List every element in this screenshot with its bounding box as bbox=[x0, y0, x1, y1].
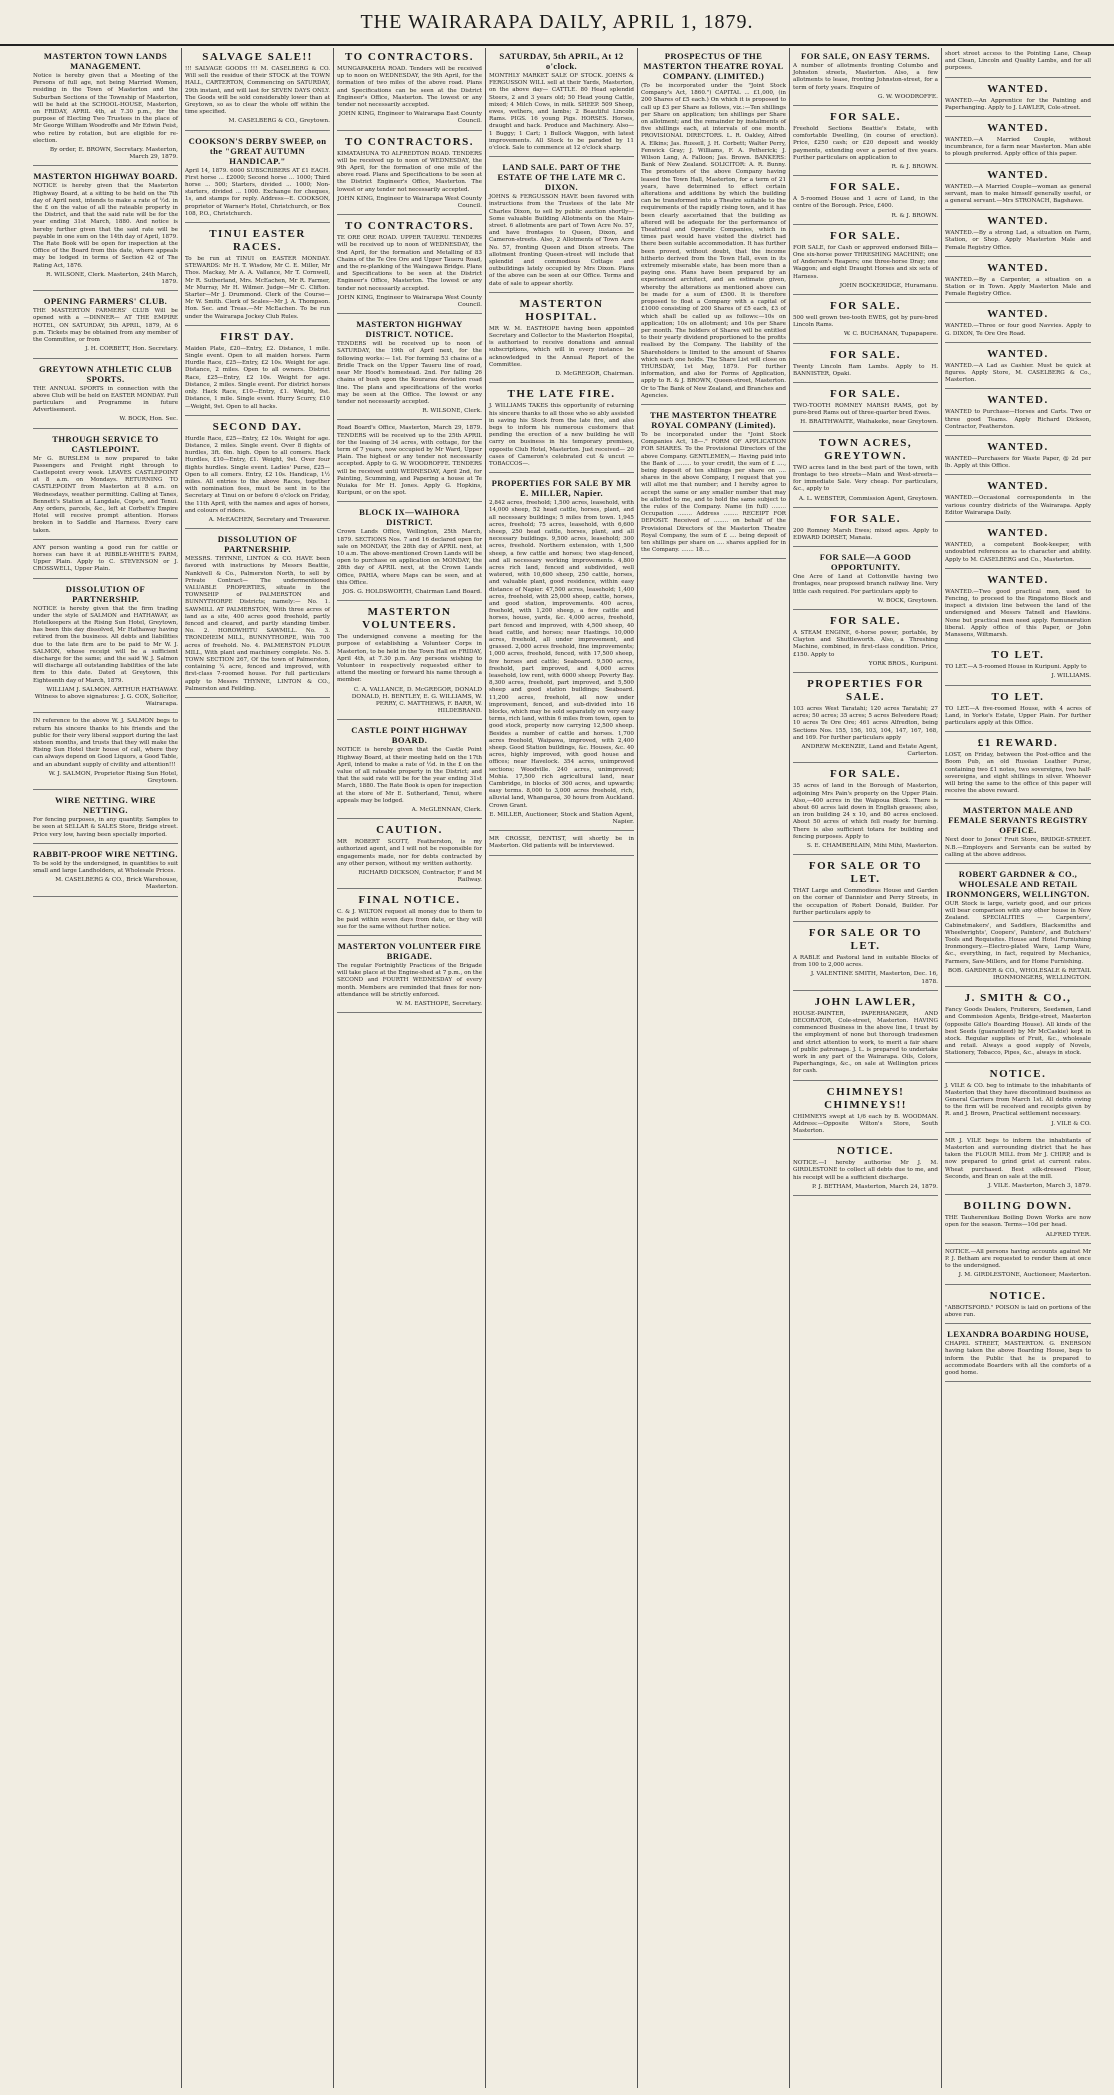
ad-heading: OPENING FARMERS' CLUB. bbox=[43, 296, 168, 307]
advertisement bbox=[337, 316, 482, 420]
column-3 bbox=[334, 48, 486, 2088]
ad-body: 2,842 acres, freehold; 1,500 acres, leasehold, with 14,000 sheep, 52 head cattle, horses, plant, and all necessary buildings; 5 miles from town. 1,945 acres, freehold; 75 acres, leasehold, with 6,600 sheep, 250 head cattle, horses, plant, and all necessary buildings. 9,500 acres, leasehold; 300 acres, freehold. Northern extension, with 1,500 sheep, a few cattle and horses; two stag-fenced, and all necessary working improvements. 4,800 acres rich land, fenced and subdivided, well watered, with 10,600 sheep, 250 cattle, horses, and valuable plant, good residence, within easy distance of Napier. 47,500 acres, leasehold; 1,400 acres, freehold, with 25,000 sheep, cattle, horses, and good station, improvements. 400 acres, freehold, with 1,200 sheep, a few cattle and horses, house, yards, &c. 4,000 acres, freehold, part fenced and improved, with 4,500 sheep, 40 head cattle, and horses; near Hastings. 10,000 acres, freehold, all under improvement, and grassed. 2,000 acres freehold, fine improvements; 1,000 acres, freehold, fenced, with 17,500 sheep, few horses and cattle; Seaboard. 9,500 acres, freehold, part improved, and 4,000 acres leasehold, low rent, with 6000 sheep; Poverty Bay. 8,300 acres, freehold, part improved, and 5,500 sheep and good station buildings; Seaboard. 11,200 acres, freehold, all now under improvement, fenced, and sub-divided into 16 blocks, which may be sold separately on very easy terms, rich land, within 6 miles from town, open to good stock, property now carrying 12,500 sheep. Besides a number of cattle and horses. 1,700 acres freehold, Waipawa, improved, with 2,400 sheep. Good Station buildings, &c. Houses, &c. 40 acres, highly improved, with good house and offices; near Havelock. 354 acres, unimproved sections; Woodville. 240 acres, unimproved; Mohia. 17,500 rich agricultural land, near Cambridge, in blocks of 300 acres, and upwards; easy terms. 8,000 to 3,000 acres freehold, rich, alluvial land, Whangaroa, 30 hours from Auckland. Crown Grant. bbox=[489, 500, 634, 809]
advertisement bbox=[793, 549, 938, 610]
ad-heading: WANTED. bbox=[987, 573, 1049, 586]
ad-signature: G. W. WOODROFFE. bbox=[877, 93, 938, 100]
ad-signature: J. WILLIAMS. bbox=[1051, 673, 1091, 680]
ad-signature: A. L. WEBSTER, Commission Agent, Greytown. bbox=[798, 495, 938, 502]
ad-body: TO LET.—A five-roomed House, with 4 acres of Land, in Yorke's Estate, Upper Plain. For further particulars apply at this Office. bbox=[945, 705, 1091, 726]
ad-heading: J. SMITH & CO., bbox=[964, 992, 1072, 1005]
advertisement bbox=[337, 133, 482, 216]
ad-heading: NOTICE. bbox=[989, 1289, 1047, 1302]
advertisement bbox=[33, 431, 178, 540]
ad-heading: MASTERTON VOLUNTEER FIRE BRIGADE. bbox=[337, 941, 482, 962]
ad-body: 500 well grown two-tooth EWES, got by pure-bred Lincoln Rams. bbox=[793, 315, 938, 329]
ad-body: NOTICE.—All persons having accounts against Mr P. J. Betham are requested to render them at once to the undersigned. bbox=[945, 1248, 1091, 1270]
ad-heading: FOR SALE. bbox=[830, 300, 901, 313]
page-columns bbox=[30, 48, 1094, 2088]
ad-body: short street access to the Pointing Lane, Cheap and Clean, Lincoln and Quality Lambs, and for all purposes. bbox=[945, 51, 1091, 72]
ad-body: KIMATAHUNA TO ALFREDTON ROAD. TENDERS will be received up to noon of WEDNESDAY, the 9th April, for the formation of one mile of the above road. Plans and Specifications to be seen at the District Engineer's Office, Masterton. The lowest or any tender not necessarily accepted. bbox=[337, 150, 482, 193]
advertisement bbox=[33, 715, 178, 790]
advertisement bbox=[793, 108, 938, 176]
ad-heading: BLOCK IX—WAIHORA DISTRICT. bbox=[359, 507, 460, 528]
column-7 bbox=[942, 48, 1094, 2088]
ad-heading: FOR SALE. bbox=[830, 768, 901, 781]
ad-signature: A. McEACHEN, Secretary and Treasurer. bbox=[208, 516, 330, 523]
ad-heading: LAND SALE. PART OF THE ESTATE OF THE LATE MR C. DIXON. bbox=[497, 162, 626, 193]
advertisement bbox=[337, 821, 482, 889]
advertisement bbox=[945, 1135, 1091, 1195]
advertisement bbox=[33, 542, 178, 579]
ad-heading: CHIMNEYS! CHIMNEYS!! bbox=[824, 1085, 907, 1111]
ad-body: To be run at TINUI on EASTER MONDAY. STEWARDS: Mr H. T. Wisdow, Mr C. E. Miller, Mr Thos. Mackay, Mr A. A. Vallance, Mr T. Cornwell, Mr R. Sutherland, Mrs. McEachen, Mr R. Farmer, Mr Murray, Mr H. Wilmer. Judge—Mr C. Clifton. Starter—Mr J. Drummond. Clerk of the Course—Mr W. Smith. Clerk of Scales—Mr J. A. Thompson. Hon. Sec. and Treas.—Mr McEachen. To be run under the Wairarapa Jockey Club Rules. bbox=[185, 256, 330, 320]
ad-heading: PROPERTIES FOR SALE. bbox=[807, 677, 924, 703]
ad-body: THE MASTERTON FARMERS' CLUB Will be opened with a —DINNER— AT THE EMPIRE HOTEL, ON SATURDAY, 5th APRIL, 1879, At 6 p.m. Tickets may be obtained from any member of the Committee, or from bbox=[33, 308, 178, 344]
advertisement bbox=[793, 612, 938, 673]
advertisement bbox=[337, 603, 482, 720]
ad-body: Notice is hereby given that a Meeting of the Persons of full age, not being Married Women, residing in the Town of Masterton and the Suburban Sections of the Township of Masterton, will be held at the SCHOOL-HOUSE, Masterton, on FRIDAY, APRIL 4th, at 7.30 p.m., for the purpose of Electing Two Trustees in the place of Mr George William Woodroffe and Mr Edwin Feist, who retire by rotation, but are eligible for re-election. bbox=[33, 73, 178, 144]
ad-heading: SATURDAY, 5th APRIL, At 12 o'clock. bbox=[499, 51, 624, 71]
ad-signature: R. WILSONE, Clerk. bbox=[422, 408, 482, 415]
advertisement bbox=[945, 1326, 1091, 1382]
ad-heading: WIRE NETTING. WIRE NETTING. bbox=[55, 795, 156, 816]
ad-heading: TO CONTRACTORS. bbox=[344, 135, 475, 148]
ad-heading: PROSPECTUS OF THE MASTERTON THEATRE ROYAL COMPANY. (LIMITED.) bbox=[643, 51, 784, 81]
advertisement bbox=[33, 792, 178, 844]
ad-body: MR CROSSE, DENTIST, will shortly be in Masterton. Old patients will be interviewed. bbox=[489, 836, 634, 850]
ad-heading: FOR SALE OR TO LET. bbox=[808, 927, 923, 952]
ad-body: WANTED.—An Apprentice for the Painting and Paperhanging. Apply to J. LAWLER, Cole-street. bbox=[945, 97, 1091, 111]
ad-body: WANTED, a competent Book-keeper, with undoubted references as to character and ability. Apply to M. CASELBERG and Co., Masterton. bbox=[945, 542, 1091, 563]
ad-heading: MASTERTON TOWN LANDS MANAGEMENT. bbox=[43, 51, 168, 71]
ad-heading: THROUGH SERVICE TO CASTLEPOINT. bbox=[52, 433, 159, 454]
ad-body: THE Tauherenikau Boiling Down Works are now open for the season. Terms—10d per head. bbox=[945, 1215, 1091, 1229]
advertisement bbox=[945, 1065, 1091, 1133]
ad-signature: JOS. G. HOLDSWORTH, Chairman Land Board. bbox=[342, 588, 482, 595]
ad-signature: M. CASELBERG & CO., Greytown. bbox=[228, 118, 330, 125]
ad-body: Road Board's Office, Masterton, March 29, 1879. TENDERS will be received up to the 25th APRIL for the leasing of 34 acres, with cottage, for the term of 7 years, now occupied by Mr Ward, Upper Plain. The highest or any tender not necessarily accepted. Apply to G. W. WOODROFFE. TENDERS will be received until WEDNESDAY, April 2nd, for Painting, Scumming, and Papering a house at Te Nuiaka for Mr H. Jones. Apply G. Hopkins, Kuripuni, or on the spot. bbox=[337, 425, 482, 497]
ad-body: MESSRS. THYNNE, LINTON & CO. HAVE been favored with instructions by Messrs Beattie, Nankivell & Co., Palmerston North, to sell by Private Contract— The undermentioned VALUABLE PROPERTIES, situate in the TOWNSHIP of PALMERSTON and BUNNYTHORPE Districts; namely:— No. 1. SAWMILL AT PALMERSTON, With three acres of land as a site, 400 acres good freehold, partly fenced and cleared, and partly standing timber. No. 2. HOROWHITU SAWMILL. No. 3. TRONDHEIM MILL, BUNNYTHORPE, With 700 acres of freehold. No. 4. PALMERSTON FLOUR MILL, With plant and machinery complete. No. 5. TOWN SECTION 267, Of the town of Palmerston, containing ¼ acre, fenced and improved, with first-class 7-roomed house. For full particulars apply to Messrs THYNNE, LINTON & CO., Palmerston and Feilding. bbox=[185, 556, 330, 692]
ad-body: MONTHLY MARKET SALE OF STOCK. JOHNS & FERGUSSON WILL sell at their Yards, Masterton, on the above day— CATTLE. 80 Head splendid Steers, 2 and 3 years old; 50 Head young Cattle, mixed; 4 Milch Cows, in milk. SHEEP. 509 Sheep, ewes, wethers, and lambs; 2 Beautiful Lincoln Rams. PIGS. 16 young Pigs. HORSES. Horses, draught and hack. Produce and Machinery. Also— 1 Buggy; 1 Cart; 1 Bullock Waggon, with latest improvements. All Stock to be paraded by 11 o'clock. Sale to commence at 12 o'clock sharp. bbox=[489, 73, 634, 152]
ad-body: "ABBOTSFORD." POISON is laid on portions of the above run. bbox=[945, 1304, 1091, 1318]
ad-body: WANTED.—A Married Couple—woman as general servant, man to make himself generally useful, or a general servant.—Mrs STRONACH, Bagshawe. bbox=[945, 183, 1091, 205]
ad-signature: E. MILLER, Auctioneer, Stock and Station Agent, Napier. bbox=[489, 811, 634, 826]
ad-heading: NOTICE. bbox=[837, 1145, 894, 1158]
ad-heading: FINAL NOTICE. bbox=[358, 894, 461, 907]
advertisement bbox=[945, 80, 1091, 117]
advertisement bbox=[945, 646, 1091, 685]
advertisement bbox=[945, 1246, 1091, 1285]
advertisement bbox=[337, 217, 482, 314]
ad-body: Mr G. BURSLEM is now prepared to take Passengers and Freight right through to Castlepoint every week. LEAVES CASTLEPOINT at 8 a.m. on Mondays. RETURNING TO CASTLEPOINT from Masterton at 8 a.m. on Wednesdays, weather permitting. Calling at Tanes, Bennett's Station at Langdale, Cope's, and Tenui. Any orders, parcels, &c., left at Corbett's Empire Hotel will receive prompt attention. Horses broken in to Saddle and Harness. Every care taken. bbox=[33, 455, 178, 534]
ad-heading: NOTICE. bbox=[989, 1067, 1047, 1080]
ad-body: NOTICE is hereby given that the Castle Point Highway Board, at their meeting held on the 17th April, intend to make a rate of ½d. in the £ on the value of all rateable property in the District; and that the said rate will be for the year ending 31st March, 1880. The Rate Book is open for inspection at the store of Mr E. Sutherland, Tenui, where appeals may be lodged. bbox=[337, 747, 482, 804]
ad-body: C. & J. WILTON request all money due to them to be paid within seven days from date, or they will sue for the same without further notice. bbox=[337, 909, 482, 930]
advertisement bbox=[489, 833, 634, 855]
ad-heading: MASTERTON MALE AND FEMALE SERVANTS REGISTRY OFFICE. bbox=[948, 805, 1088, 836]
ad-body: LOST, on Friday, between the Post-office and the Boom Pub, an old Russian Leather Purse, containing two £1 notes, two sovereigns, two half-sovereigns, and eight shillings in silver. Whoever will bring the same to the office of this paper will receive the above reward. bbox=[945, 752, 1091, 795]
column-5 bbox=[638, 48, 790, 2088]
ad-heading: CAUTION. bbox=[376, 824, 443, 837]
advertisement bbox=[945, 305, 1091, 342]
column-6 bbox=[790, 48, 942, 2088]
ad-heading: WANTED. bbox=[987, 527, 1049, 540]
ad-heading: FOR SALE. bbox=[830, 388, 901, 401]
advertisement bbox=[185, 48, 330, 131]
ad-signature: W. BOCK, Greytown. bbox=[877, 597, 938, 604]
ad-body: MR J. VILE begs to inform the inhabitants of Masterton and surrounding district that he has taken the FLOUR MILL from Mr J. CHIRP, and is now prepared to grind grist at current rates. Wheat purchased. Best silk-dressed Flour, Seconds, and Bran on sale at the mill. bbox=[945, 1137, 1091, 1180]
ad-body: CHAPEL STREET, MASTERTON. G. ENERSON having taken the above Boarding House, begs to inform the Public that he is prepared to accommodate Boarders with all the comforts of a good home. bbox=[945, 1341, 1091, 1376]
ad-body: Freehold Sections Beattie's Estate, with comfortable Dwelling, (in course of erection). Price, £250 cash; or £20 deposit and weekly payments, extending over a period of five years. Further particulars on application to bbox=[793, 126, 938, 161]
ad-body: MUNGAPAKEHA ROAD. Tenders will be received up to noon on WEDNESDAY, the 9th April, for the formation of two miles of the above road. Plans and Specifications can be seen at the District Engineer's Office, Masterton. The lowest or any tender not necessarily accepted. bbox=[337, 66, 482, 109]
ad-heading: WANTED. bbox=[987, 261, 1049, 274]
ad-heading: FOR SALE. bbox=[830, 348, 901, 361]
ad-body: TWO-TOOTH ROMNEY MARSH RAMS, got by pure-bred Rams out of three-quarter bred Ewes. bbox=[793, 403, 938, 417]
ad-body: WANTED.—Two good practical men, used to Fencing, to proceed to the Ringatomo Block and inspect a division line between the land of the undersigned and Messrs Tatnell and Hawkins. None but practical men need apply. Remuneration liberal. Apply office of this Paper, or John Manssens, Wiltmarsh. bbox=[945, 588, 1091, 638]
advertisement bbox=[793, 924, 938, 991]
advertisement bbox=[641, 48, 786, 405]
ad-heading: MASTERTON VOLUNTEERS. bbox=[362, 606, 457, 632]
ad-heading: WANTED. bbox=[987, 82, 1049, 95]
advertisement bbox=[793, 385, 938, 432]
advertisement bbox=[337, 891, 482, 936]
advertisement bbox=[185, 225, 330, 326]
ad-heading: FOR SALE. bbox=[830, 614, 901, 627]
ad-signature: J. M. GIRDLESTONE, Auctioneer, Masterton. bbox=[958, 1272, 1091, 1279]
ad-signature: JOHN KING, Engineer to Wairarapa East County Council. bbox=[338, 111, 482, 125]
ad-signature: JOHN KING, Engineer to Wairarapa West County Council. bbox=[337, 195, 482, 210]
advertisement bbox=[793, 48, 938, 106]
ad-signature: P. J. BETHAM, Masterton, March 24, 1879. bbox=[812, 1183, 938, 1190]
ad-body: WANTED to Purchase—Horses and Carts. Two or three good Teams. Apply Richard Dickson, Contractor, Featherston. bbox=[945, 409, 1091, 430]
ad-signature: By order, E. BROWN, Secretary. Masterton, March 29, 1879. bbox=[49, 147, 178, 161]
ad-heading: MASTERTON HIGHWAY BOARD. bbox=[33, 171, 178, 182]
advertisement bbox=[945, 345, 1091, 390]
ad-body: 103 acres West Taratahi; 120 acres Taratahi; 27 acres; 50 acres; 35 acres; 5 acres Belvedere Road; 10 acres Te Ore Ore; 461 acres Alfredton, being Sections Nos. 155, 156, 103, 104, 147, 167, 168, and 169. For further particulars apply bbox=[793, 705, 938, 741]
ad-heading: WANTED. bbox=[987, 168, 1049, 181]
ad-heading: WANTED. bbox=[987, 347, 1049, 360]
ad-body: Maiden Plate, £20—Entry, £2. Distance, 1 mile. Single event. Open to all maiden horses. Farm Hurdle Race, £25—Entry, £2 10s. Weight for age. Distance, 2 miles. Open to all owners. District Race, £25—Entry, £2 10s. Weight for age. Distance, 2 miles. Single event. For district horses only. Hack Race, £10—Entry, £1. Weight, 9st. Distance, 1 mile. Single event. Hurry Scurry, £10—Weight, 9st. Open to all hacks. bbox=[185, 345, 330, 410]
ad-body: J. VILE & CO. beg to intimate to the inhabitants of Masterton that they have discontinued business as General Carriers from March 1st. All debts owing to the firm will be received and receipts given by R. and J. Brown, Practical settlement necessary. bbox=[945, 1082, 1091, 1118]
advertisement bbox=[793, 1083, 938, 1141]
advertisement bbox=[793, 510, 938, 547]
ad-heading: THE MASTERTON THEATRE ROYAL COMPANY (Limited). bbox=[649, 409, 777, 430]
ad-body: WANTED.—By a Carpenter, a situation on a Station or in Town. Apply Masterton Male and Female Registry Office. bbox=[945, 276, 1091, 298]
ad-body: Crown Lands Office, Wellington, 25th March, 1879. SECTIONS Nos. 7 and 16 declared open for sale on MONDAY, the 28th day of APRIL next, at 10 a.m. The above-mentioned Crown Lands will be open to purchase on application on MONDAY, the 28th day of APRIL next, at the Crown Lands Office, PAHIA, where Maps can be seen, and at this Office. bbox=[337, 529, 482, 586]
ad-signature: W. M. EASTHOPE, Secretary. bbox=[396, 1001, 482, 1008]
ad-heading: SALVAGE SALE!! bbox=[202, 51, 313, 63]
ad-body: One Acre of Land at Cottonville having two frontages, near proposed branch railway line. Very little cash required. For particulars apply to bbox=[793, 574, 938, 595]
masthead bbox=[0, 0, 1114, 46]
advertisement bbox=[945, 734, 1091, 800]
ad-body: WANTED.—Three or four good Navvies. Apply to G. DIXON, Te Ore Ore Road. bbox=[945, 323, 1091, 337]
ad-body: Twenty Lincoln Ram Lambs. Apply to H. BANNISTER, Opaki. bbox=[793, 363, 938, 377]
advertisement bbox=[337, 504, 482, 601]
ad-body: FOR SALE, for Cash or approved endorsed Bills—One six-horse power THRESHING MACHINE; one of Anderson's Reapers; one three-horse Dray; one Waggon; and eight Draught Horses and six sets of Harness. bbox=[793, 244, 938, 280]
ad-heading: FOR SALE. bbox=[830, 229, 901, 242]
ad-body: OUR Stock is large, variety good, and our prices will bear comparison with any other house in New Zealand. SPECIALITIES — Carpenters', Cabinetmakers', and Saddlers, Blacksmiths and Wheelwrights', Coopers', Painters', and Butchers' Tools and Requisites. House and Hotel Furnishing Ironmongery.—Electro-plated Ware, Lamp Ware, &c., everything, in fact, required by Mechanics, Farmers, Saw-Millers, and for Home Furnishing. bbox=[945, 900, 1091, 965]
ad-body: To be sold by the undersigned, in quantities to suit small and large Landholders, at Wholesale Prices. bbox=[33, 860, 178, 875]
ad-body: WANTED.—A Lad as Cashier. Must be quick at figures. Apply Store, M. CASELBERG & Co., Masterton. bbox=[945, 362, 1091, 384]
ad-body: For fencing purposes, in any quantity. Samples to be seen at SELLAR & SALES Store, Bridge street. Price very low, having been specially imported. bbox=[33, 817, 178, 838]
ad-heading: TINUI EASTER RACES. bbox=[209, 228, 306, 254]
advertisement bbox=[33, 293, 178, 358]
advertisement bbox=[185, 133, 330, 223]
ad-body: NOTICE is hereby given that the firm trading under the style of SALMON and HATHAWAY, as Hotelkeepers at the Rising Sun Hotel, Greytown, has been this day dissolved, Mr Hathaway having retired from the business. All debts and liabilities due to the late firm are to be paid to Mr W. J. SALMON, whose receipt will be a sufficient discharge for the same; and the said W. J. Salmon will discharge all outstanding liabilities of the late firm to this date. Dated at Greytown, this Eighteenth day of March, 1879. bbox=[33, 605, 178, 684]
ad-signature: W. C. BUCHANAN, Tupapapere. bbox=[843, 331, 938, 338]
ad-signature: YORK BROS., Kuripuni. bbox=[868, 660, 938, 667]
ad-body: THE ANNUAL SPORTS in connection with the above Club will be held on EASTER MONDAY. Full particulars and Programme in future Advertisement. bbox=[33, 385, 178, 414]
ad-signature: RICHARD DICKSON, Contractor, F and M Railway. bbox=[358, 870, 482, 884]
ad-heading: WANTED. bbox=[987, 394, 1049, 407]
ad-body: !!! SALVAGE GOODS !!! M. CASELBERG & CO. Will sell the residue of their STOCK at the TOWN HALL, CARTERTON, Commencing on SATURDAY, 29th instant, and will last for SEVEN DAYS ONLY. The Goods will be sold considerably lower than at Greytown, so as to clear the whole off within the time specified. bbox=[185, 66, 330, 116]
ad-heading: FIRST DAY. bbox=[220, 330, 295, 343]
ad-signature: JOHN KING, Engineer to Wairarapa West County Council. bbox=[337, 294, 482, 309]
advertisement bbox=[945, 802, 1091, 864]
ad-body: To be incorporated under the "Joint Stock Companies Act, 18—." FORM OF APPLICATION FOR SHARES. To the Provisional Directors of the above Company. GENTLEMEN,— Having paid into the Bank of ........ to your credit, the sum of £ ...., being deposit of ten shillings per share on .... shares in the above Company, I request that you will allot me that number; and I hereby agree to accept the same or any smaller number that may be allotted to me, and to hold the same subject to the rules of the Company. Name (in full) ........ Occupation ........ Address ........ RECEIPT FOR DEPOSIT. Received of ........ on behalf of the Provisional Directors of the Masterton Theatre Royal Company, the sum of £ .... being deposit of ten shillings per share on .... shares applied for in the Company. ....... 18.... bbox=[641, 431, 786, 554]
ad-signature: W. BOCK, Hon. Sec. bbox=[119, 416, 178, 423]
ad-body: Next door to Jones' Fruit Store, BRIDGE-STREET. N.B.—Employers and Servants can be suited by calling at the above address. bbox=[945, 837, 1091, 858]
ad-heading: CASTLE POINT HIGHWAY BOARD. bbox=[351, 725, 468, 746]
advertisement bbox=[185, 328, 330, 416]
column-4 bbox=[486, 48, 638, 2088]
ad-heading: WANTED. bbox=[987, 215, 1049, 228]
ad-body: 35 acres of land in the Borough of Masterton, adjoining Mrs Pain's property on the Upper Plain. Also,—400 acres in the Waipoua Block. There is about 60 acres laid down in English grasses; also, an iron building 24 x 10, and 80 acres enclosed. About 50 acres of which fell ready for burning. There is also sufficient totara for building and fencing purposes. Apply to bbox=[793, 783, 938, 840]
ad-heading: FOR SALE, ON EASY TERMS. bbox=[801, 51, 930, 61]
ad-body: Fancy Goods Dealers, Fruiterers, Seedsmen, Land and Commission Agents, Bridge-street, Masterton (opposite Gillo's Boarding House). All kinds of the best Seeds (guaranteed) by Mr McCaskie) kept in stock. Regular supplies of Fruit, &c., wholesale and retail. Always a good supply of Novels, Stationery, Tobacco, Pipes, &c., always in stock. bbox=[945, 1007, 1091, 1057]
ad-signature: WILLIAM J. SALMON. ARTHUR HATHAWAY. Witness to above signatures: J. G. COX, Solicitor, Wairarapa. bbox=[34, 686, 178, 708]
advertisement bbox=[185, 418, 330, 529]
ad-heading: £1 REWARD. bbox=[977, 737, 1059, 750]
ad-body: NOTICE.—I hereby authorise Mr J. M. GIRDLESTONE to collect all debts due to me, and his receipt will be a sufficient discharge. bbox=[793, 1160, 938, 1181]
ad-body: WANTED—Purchasers for Waste Paper, @ 2d per lb. Apply at this Office. bbox=[945, 456, 1091, 470]
ad-heading: JOHN LAWLER, bbox=[814, 995, 917, 1008]
ad-body: The regular Fortnightly Practices of the Brigade will take place at the Engine-shed at 7 p.m., on the SECOND and FOURTH WEDNESDAY of every month. Members are reminded that fines for non-attendance will be strictly enforced. bbox=[337, 963, 482, 998]
ad-signature: M. CASELBERG & CO., Brick Warehouse, Masterton. bbox=[55, 877, 178, 891]
ad-body: A STEAM ENGINE, 6-horse power, portable, by Clayton and Shuttleworth. Also, a Threshing Machine, combined, in first-class condition. Price, £150. Apply to bbox=[793, 629, 938, 658]
advertisement bbox=[945, 477, 1091, 522]
ad-signature: S. E. CHAMBERLAIN, Mihi Mihi, Masterton. bbox=[806, 842, 938, 849]
ad-heading: TO LET. bbox=[991, 690, 1045, 703]
ad-body: WANTED.—Occasional correspondents in the various country districts of the Wairarapa. Apply Editor Wairarapa Daily. bbox=[945, 495, 1091, 516]
ad-body: Hurdle Race, £25—Entry, £2 10s. Weight for age. Distance, 2 miles. Single event. Over 8 flights of hurdles, 3ft. 6in. high. Open to all comers. Hack Hurdles, £10—Entry, £1. Weight, 9st. Over four flights hurdles. Single event. Ladies' Purse, £25—Open to all comers. Entry, £2 10s. Handicap, 1½ miles. All entries to the above Races, together with nomination fees, must be sent in to the Secretary at Tinui on or before 6 o'clock on Friday, the 11th April, with the names and ages of horses, and colours of riders. bbox=[185, 435, 330, 514]
advertisement bbox=[793, 1142, 938, 1196]
ad-heading: WANTED. bbox=[987, 308, 1049, 321]
ad-body: TENDERS will be received up to noon of SATURDAY, the 19th of April next, for the following works:— 1st. For forming 53 chains of a Bridle Track on the Upper Taueru line of road, near Mr Hood's homestead. 2nd. For falling 26 chains of bush upon the Kourarau deviation road line. The plans and specifications of the works may be seen at the Office. The lowest or any tender not necessarily accepted. bbox=[337, 341, 482, 405]
advertisement bbox=[945, 212, 1091, 257]
advertisement bbox=[945, 688, 1091, 733]
column-1 bbox=[30, 48, 182, 2088]
ad-body: HOUSE-PAINTER, PAPERHANGER, AND DECORATOR, Cole-street, Masterton. HAVING commenced Business in the above line, I trust by the employment of none but thorough tradesmen and strict attention to work, to merit a fair share of public patronage. J. L. is prepared to undertake work in any part of the Wairarapa. Oils, Colors, Paperhangings, &c., on sale at Wellington prices for cash. bbox=[793, 1010, 938, 1075]
ad-body: TE ORE ORE ROAD. UPPER TAUERU. TENDERS will be received up to noon of WEDNESDAY, the 9nd April, for the formation and Metalling of 83 Chains of the Te Ore Ore and Upper Taueru Road, and the re-planking of the Waingawa Bridge. Plans and Specifications to be seen at the District Engineer's Office, Masterton. The lowest or any tender not necessarily accepted. bbox=[337, 235, 482, 292]
ad-signature: JOHN BOCKERIDGE, Huramanu. bbox=[839, 282, 938, 289]
advertisement bbox=[33, 48, 178, 166]
advertisement bbox=[337, 422, 482, 502]
ad-heading: TO CONTRACTORS. bbox=[344, 51, 475, 63]
ad-signature: A. McGLENNAN, Clerk. bbox=[411, 807, 482, 814]
ad-signature: D. McGREGOR, Chairman. bbox=[555, 371, 634, 378]
advertisement bbox=[33, 361, 178, 429]
advertisement bbox=[793, 227, 938, 295]
ad-body: J. WILLIAMS TAKES this opportunity of returning his sincere thanks to all those who so ably assisted in saving his Stock from the late fire, and also begs to inform his numerous customers that pending the erection of a new building he will carry on business in his temporary premises, opposite Club Hotel, Masterton. Just received— 20 cases of Cameron's celebrated cut & uncut —TOBACCOS—. bbox=[489, 403, 634, 467]
ad-body: The undersigned convene a meeting for the purpose of establishing a Volunteer Corps in Masterton, to be held in the Town Hall on FRIDAY, April 4th, at 7.30 p.m. Any persons wishing to Volunteer in respectively requested either to attend the meeting or forward his name through a member. bbox=[337, 634, 482, 684]
ad-heading: DISSOLUTION OF PARTNERSHIP. bbox=[65, 583, 146, 604]
ad-heading: WANTED. bbox=[987, 441, 1049, 454]
ad-signature: C. A. VALLANCE, D. McGREGOR, DONALD DONALD, H. BENTLEY, E. G. WILLIAMS, W. PERRY, C. MATTHEWS, F. BARR, W. HILDEBRAND. bbox=[351, 686, 482, 715]
ad-heading: ROBERT GARDNER & CO., WHOLESALE AND RETAIL IRONMONGERS, WELLINGTON. bbox=[946, 868, 1090, 899]
ad-body: MR W. M. EASTHOPE having been appointed Secretary and Collector to the Masterton Hospital, is authorised to receive donations and annual subscriptions, which will in every instance be acknowledged in the Annual Report of the Committee. bbox=[489, 325, 634, 368]
ad-heading: FOR SALE. bbox=[830, 111, 901, 124]
advertisement bbox=[945, 866, 1091, 987]
ad-signature: R. & J. BROWN. bbox=[891, 212, 938, 219]
ad-body: April 14, 1879. 6000 SUBSCRIBERS AT £1 EACH. First horse ... £2000; Second horse ... 1000; Third horse ... 500; Starters, divided ... 1000; Non-starters, divided ... 1000. Exchange for cheques, 1s, and stamps for reply. Address—E. COOKSON, proprietor of Warner's Hotel, Christchurch, or Box 108, P.O., Christchurch. bbox=[185, 167, 330, 217]
advertisement bbox=[945, 571, 1091, 644]
ad-signature: R. & J. BROWN. bbox=[891, 164, 938, 171]
ad-body: NOTICE is hereby given that the Masterton Highway Board, at a sitting to be held on the 7th day of April next, intends to make a rate of ½d. in the £ on the value of all the rateable property in the District, and that the said rate will be for the year ending 31st March, 1880. And notice is hereby further given that the said rate will be payable in one sum on the 14th day of April, 1879. The Rate Book will be open for inspection at the Office of the Board from this date, where appeals may be lodged in terms of Section 42 of The Rating Act, 1876. bbox=[33, 183, 178, 269]
ad-heading: GREYTOWN ATHLETIC CLUB SPORTS. bbox=[38, 363, 173, 384]
advertisement bbox=[33, 168, 178, 291]
ad-body: 200 Romney Marsh Ewes; mixed ages. Apply to EDWARD DORSET, Manaia. bbox=[793, 527, 938, 541]
ad-body: JOHNS & FERGUSSON HAVE been favored with instructions from the Trustees of the late Mr Charles Dixon, to sell by public auction shortly— Some valuable Building Allotments on the Main-street. 6 allotments are part of Town Acre No. 57, and have frontages to Queen, Dixon, and Cameron-streets. Also, 2 Allotments of Town Acre No. 57, fronting Queen and Dixon streets. The allotment fronting Queen-street will include that splendid and commodious Cottage and outbuildings lately occupied by Mrs Dixon. Plans of the above can be seen at our Office. Terms and date of sale to appear shortly. bbox=[489, 194, 634, 287]
advertisement bbox=[945, 166, 1091, 211]
ad-heading: BOILING DOWN. bbox=[963, 1200, 1073, 1213]
advertisement bbox=[337, 48, 482, 131]
advertisement bbox=[489, 159, 634, 293]
ad-body: MR ROBERT SCOTT, Featherston, is my authorized agent, and I will not be responsible for engagements made, nor for debts contracted by any other person, without my written authority. bbox=[337, 839, 482, 867]
ad-signature: BOB. GARDNER & CO., WHOLESALE & RETAIL IRONMONGERS, WELLINGTON. bbox=[947, 967, 1091, 981]
advertisement bbox=[489, 385, 634, 473]
ad-heading: TO LET. bbox=[991, 649, 1045, 662]
ad-body: A RABLE and Pastoral land in suitable Blocks of from 100 to 2,000 acres. bbox=[793, 955, 938, 969]
ad-signature: ALFRED TYER. bbox=[1045, 1231, 1091, 1238]
ad-body: WANTED.—A Married Couple, without incumbrance, for a farm near Masterton. Man able to plough preferred. Apply office of this paper. bbox=[945, 137, 1091, 158]
ad-signature: J. VILE & CO. bbox=[1051, 1120, 1091, 1127]
ad-signature: H. BRAITHWAITE, Waihakeke, near Greytown. bbox=[800, 419, 938, 426]
ad-heading: FOR SALE. bbox=[830, 181, 901, 194]
ad-heading: DISSOLUTION OF PARTNERSHIP. bbox=[217, 534, 298, 555]
advertisement bbox=[945, 438, 1091, 475]
advertisement bbox=[185, 531, 330, 698]
ad-heading: FOR SALE. bbox=[830, 512, 901, 525]
ad-heading: MASTERTON HOSPITAL. bbox=[519, 297, 604, 323]
ad-heading: TO CONTRACTORS. bbox=[344, 220, 475, 233]
column-2 bbox=[182, 48, 334, 2088]
advertisement bbox=[793, 297, 938, 344]
advertisement bbox=[945, 119, 1091, 164]
advertisement bbox=[945, 1287, 1091, 1324]
advertisement bbox=[33, 581, 178, 714]
advertisement bbox=[945, 989, 1091, 1062]
ad-body: TO LET.—A 5-roomed House in Kuripuni. Apply to bbox=[945, 664, 1087, 671]
ad-signature: J. VILE. Masterton, March 3, 1879. bbox=[988, 1183, 1091, 1190]
ad-signature: R. WILSONE, Clerk. Masterton, 24th March, 1879. bbox=[46, 271, 178, 286]
ad-body: TWO acres land in the best part of the town, with frontage to two streets—Main and West-streets—for immediate Sale. Very cheap. For particulars, &c., apply to bbox=[793, 464, 938, 493]
advertisement bbox=[945, 391, 1091, 436]
advertisement bbox=[793, 993, 938, 1081]
ad-body: IN reference to the above W. J. SALMON begs to return his sincere thanks to his friends and the public for their very liberal support during the last sixteen months, and trusts that they will make the Rising Sun Hotel their house of call, where they can always depend on Good Liquors, a Good Table, and an abundant supply of civility and attention!!! bbox=[33, 718, 178, 768]
advertisement bbox=[489, 475, 634, 831]
ad-heading: RABBIT-PROOF WIRE NETTING. bbox=[33, 848, 178, 859]
ad-body: CHIMNEYS swept at 1/6 each by B. WOODMAN. Address:—Opposite Wilton's Store, South Masterton. bbox=[793, 1113, 938, 1135]
newspaper-title: THE WAIRARAPA DAILY, APRIL 1, 1879. bbox=[360, 10, 754, 33]
ad-heading: WANTED. bbox=[987, 122, 1049, 135]
advertisement bbox=[489, 295, 634, 383]
ad-heading: WANTED. bbox=[987, 480, 1049, 493]
advertisement bbox=[641, 407, 786, 559]
ad-body: (To be incorporated under the "Joint Stock Company's Act, 1860.") CAPITAL ... £1,000, (in 200 Shares of £5 each.) On which it is proposed to call up £3 per Share as follows, viz.:—Ten shillings per Share on application; ten shillings per Share on allotment; and the remainder by instalments of five shillings each, at intervals of one month. PROVISIONAL DIRECTORS. L. R. Oakley, Alfred A. Elkins; Jas. Russell, J. H. Corbett; Walter Perry, Fenwick Gray; J. Williams, F. A. Petherick; J. Wilson Lang, A. Falloon; Jas. Brown. BANKERS: Bank of New Zealand. SOLICITOR: A. R. Bunny. The promoters of the above Company having leased the Town Hall, Masterton, for a term of 21 years, have determined to effect certain alterations and additions by which the building can be transformed into a Theatre suitable to the requirements of the rapidly rising town, and it has been clearly ascertained that the building as altered will be adequate for the performance of Theatrical and Operatic Companies, which in times past would have visited the district had there been suitable accommodation. It has further been proved, without doubt, that the income hitherto derived from the Town Hall, even in its extremely miserable state, has been more than a paying one. Plans have been prepared by an experienced architect, and an estimate given, whereby the alterations as mentioned above can be made for a sum of £500. It is therefore proposed to float a Company with a capital of £1000 consisting of 200 Shares of £5 each, £3 of which shall be called up as follows:—10s on application; 10s on allotment; and 10s per Share per month. The holders of Shares will be entitled to their yearly dividend proportioned to the profits realised by the Company. The liability of the Shareholders is limited to the amount of Shares which each one holds. The Share List will close on THURSDAY, 1st May, 1879. For further information, and also for Forms of Application, apply to R. & J. BROWN, Queen-street, Masterton. Or to The Bank of New Zealand, and Branches and Agencies. bbox=[641, 83, 786, 399]
ad-heading: FOR SALE OR TO LET. bbox=[808, 860, 923, 886]
ad-heading: MASTERTON HIGHWAY DISTRICT. NOTICE. bbox=[356, 319, 463, 340]
ad-heading: LEXANDRA BOARDING HOUSE, bbox=[947, 1329, 1089, 1340]
ad-heading: SECOND DAY. bbox=[212, 420, 303, 433]
ad-heading: FOR SALE—A GOOD OPPORTUNITY. bbox=[819, 552, 912, 573]
advertisement bbox=[793, 857, 938, 922]
advertisement bbox=[793, 178, 938, 225]
advertisement bbox=[945, 48, 1091, 78]
advertisement bbox=[793, 346, 938, 383]
ad-heading: PROPERTIES FOR SALE BY MR E. MILLER, Napier. bbox=[491, 478, 632, 499]
ad-body: WANTED.—By a strong Lad, a situation on Farm, Station, or Shop. Apply Masterton Male and Female Registry Office. bbox=[945, 230, 1091, 251]
ad-body: A number of allotments fronting Columbo and Johnston streets, Masterton. Also, a few allotments to lease, fronting Johnston-street, for a term of forty years. Enquire of bbox=[793, 63, 938, 91]
ad-heading: THE LATE FIRE. bbox=[507, 388, 616, 401]
advertisement bbox=[337, 722, 482, 819]
ad-body: ANY person wanting a good run for cattle or horses can have it at RIBBLE-WHITE'S FARM, Upper Plain. Apply to C. STEVENSON or J. CROSSWELL, Upper Plain. bbox=[33, 544, 178, 573]
ad-signature: J. VALENTINE SMITH, Masterton, Dec. 16, 1878. bbox=[810, 971, 938, 985]
ad-heading: TOWN ACRES, GREYTOWN. bbox=[818, 436, 913, 462]
advertisement bbox=[945, 1197, 1091, 1244]
advertisement bbox=[33, 846, 178, 897]
advertisement bbox=[945, 524, 1091, 569]
ad-body: THAT Large and Commodious House and Garden on the corner of Dannister and Perry Streets, in the occupation of Robert Donald, Builder. For further particulars apply to bbox=[793, 888, 938, 916]
ad-body: A 5-roomed House and 1 acre of Land, in the centre of the Borough. Price, £400. bbox=[793, 196, 938, 210]
ad-signature: ANDREW McKENZIE, Land and Estate Agent, Carterton. bbox=[801, 743, 938, 758]
advertisement bbox=[945, 259, 1091, 304]
advertisement bbox=[793, 434, 938, 508]
ad-signature: W. J. SALMON, Proprietor Rising Sun Hotel, Greytown. bbox=[48, 770, 178, 785]
advertisement bbox=[793, 675, 938, 763]
advertisement bbox=[793, 765, 938, 855]
ad-signature: J. H. CORBETT, Hon. Secretary. bbox=[85, 346, 178, 353]
advertisement bbox=[337, 938, 482, 1013]
advertisement bbox=[489, 48, 634, 157]
ad-heading: COOKSON'S DERBY SWEEP, on the "GREAT AUTUMN HANDICAP." bbox=[188, 135, 327, 166]
